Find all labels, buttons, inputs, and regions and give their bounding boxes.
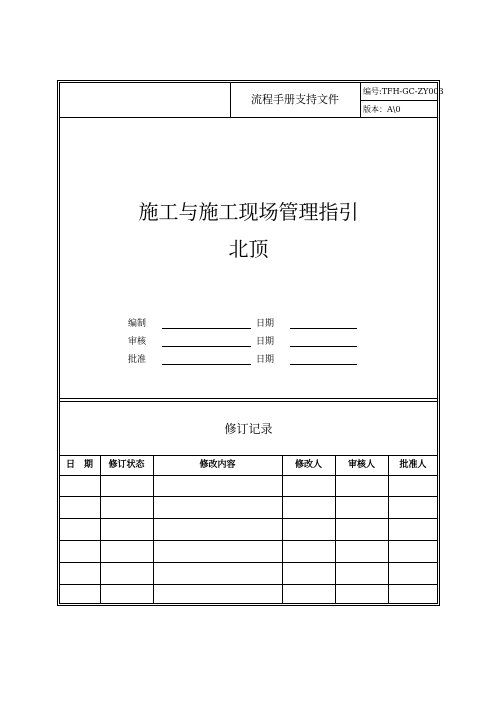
signoff-approve-label: 批准 — [128, 355, 147, 365]
signoff-review-date-label: 日期 — [256, 337, 275, 347]
section-divider-top — [59, 398, 438, 399]
section-divider-bottom — [59, 401, 438, 402]
doc-type-label: 流程手册支持文件 — [251, 93, 339, 106]
table-row[interactable] — [59, 585, 438, 604]
signoff-compile-date-label: 日期 — [256, 319, 275, 329]
signoff-approve-date-label: 日期 — [256, 355, 275, 365]
column-header-change-content: 修改内容 — [199, 460, 236, 470]
header-code-divider — [360, 100, 438, 101]
column-header-reviewer: 审核人 — [347, 460, 375, 470]
table-row[interactable] — [59, 563, 438, 584]
document-title: 施工与施工现场管理指引 — [138, 200, 359, 224]
signoff-review-label: 审核 — [128, 337, 147, 347]
table-row[interactable] — [59, 541, 438, 562]
signoff-compile-line[interactable] — [162, 328, 251, 329]
doc-version: 版本：A\0 — [363, 105, 401, 114]
signoff-approve-line[interactable] — [162, 364, 251, 365]
signoff-review-line[interactable] — [162, 346, 251, 347]
signoff-compile-date-line[interactable] — [290, 328, 357, 329]
column-header-approver: 批准人 — [399, 460, 427, 470]
doc-code: 编号:TFH-GC-ZY003 — [363, 87, 444, 96]
column-header-modifier: 修改人 — [294, 460, 322, 470]
column-header-date: 日 期 — [65, 460, 93, 470]
table-row[interactable] — [59, 476, 438, 496]
column-header-revision-status: 修订状态 — [108, 460, 145, 470]
signoff-review-date-line[interactable] — [290, 346, 357, 347]
revision-record-title: 修订记录 — [224, 422, 273, 436]
table-row[interactable] — [59, 519, 438, 540]
table-row[interactable] — [59, 497, 438, 518]
document-subtitle: 北顶 — [228, 237, 269, 261]
signoff-approve-date-line[interactable] — [290, 364, 357, 365]
signoff-compile-label: 编制 — [128, 319, 147, 329]
header-divider — [59, 117, 438, 118]
